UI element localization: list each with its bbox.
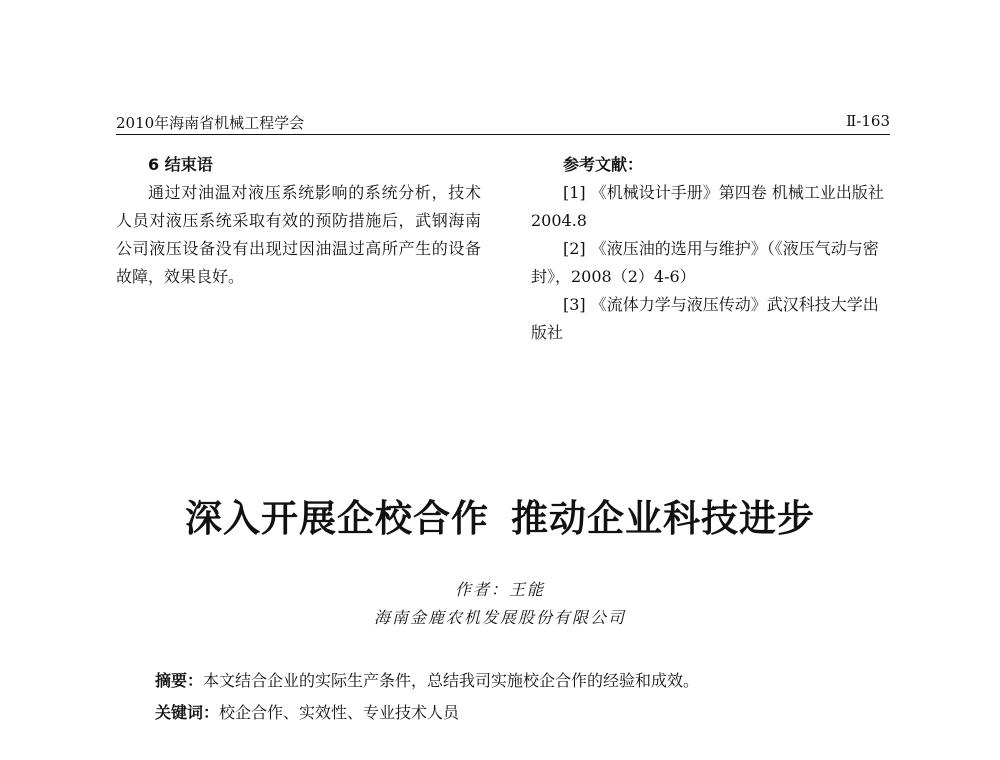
author-line (0, 577, 1000, 600)
reference-item-1: [1] 《机械设计手册》第四卷 机械工业出版社 2004.8 (531, 183, 884, 230)
reference-item-2: [2] 《液压油的选用与维护》（《液压气动与密封》，2008（2）4-6） (531, 239, 879, 286)
author-name: 王能 (509, 580, 546, 599)
affiliation: 海南金鹿农机发展股份有限公司 (373, 608, 626, 627)
author-label: 作者： (454, 580, 509, 599)
abstract-line (155, 665, 915, 697)
header-journal-name: 2010年海南省机械工程学会 (116, 114, 305, 132)
article-title-part2: 推动企业科技进步 (511, 497, 815, 540)
abstract-block (155, 665, 915, 729)
article-title-part1: 深入开展企校合作 (185, 497, 489, 540)
conclusion-section (116, 151, 481, 291)
running-header (116, 112, 890, 135)
article-title (0, 488, 1000, 542)
keywords-text: 校企合作、实效性、专业技术人员 (219, 703, 460, 722)
references-heading: 参考文献： (563, 155, 644, 174)
keywords-line (155, 697, 915, 729)
references-section (531, 151, 891, 347)
header-page-number: Ⅱ-163 (846, 112, 890, 130)
abstract-text: 本文结合企业的实际生产条件，总结我司实施校企合作的经验和成效。 (203, 671, 700, 690)
reference-item-3: [3] 《流体力学与液压传动》武汉科技大学出版社 (531, 295, 879, 342)
abstract-label: 摘要： (155, 671, 204, 690)
conclusion-paragraph: 通过对油温对液压系统影响的系统分析，技术人员对液压系统采取有效的预防措施后，武钢海南公司液压设备没有出现过因油温过高所产生的设备故障，效果良好。 (116, 183, 481, 286)
conclusion-heading: 6 结束语 (148, 155, 213, 174)
keywords-label: 关键词： (155, 703, 220, 722)
